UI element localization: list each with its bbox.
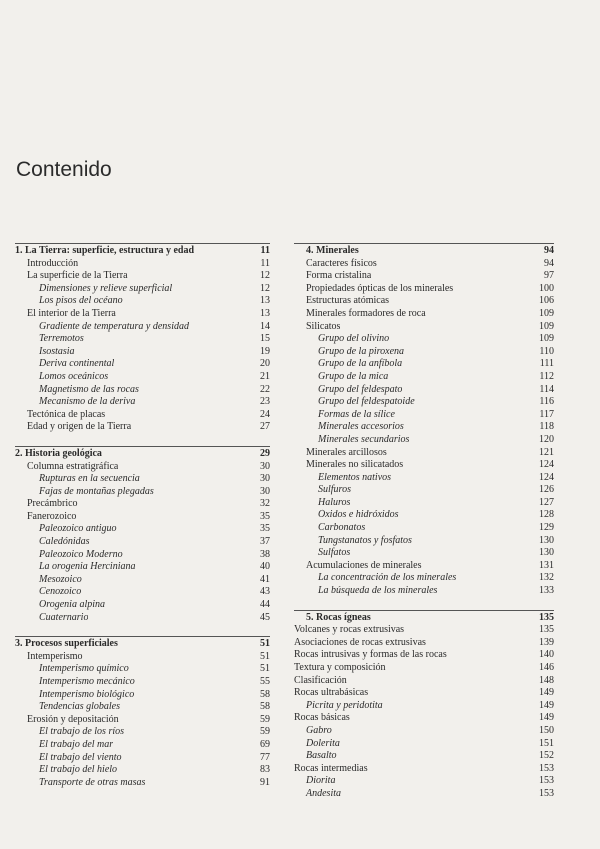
toc-page-number: 14 [260,320,270,332]
toc-entry[interactable] [15,714,270,727]
toc-page-number: 139 [539,636,554,648]
toc-page-number: 106 [539,295,554,307]
toc-entry-label: Minerales accesorios [318,421,404,433]
toc-right-column [294,243,554,801]
toc-entry[interactable] [294,687,554,700]
toc-entry[interactable] [15,523,270,536]
toc-page-number: 59 [260,713,270,725]
toc-page-number: 11 [260,257,270,269]
toc-entry[interactable] [294,358,554,371]
toc-page-number: 51 [260,663,270,675]
toc-entry-label: Caledónidas [39,536,90,548]
toc-page-number: 109 [539,333,554,345]
toc-entry[interactable] [294,421,554,434]
toc-entry[interactable] [294,560,554,573]
toc-entry-label: Grupo de la piroxena [318,345,405,357]
toc-page-number: 118 [539,421,554,433]
toc-entry[interactable] [294,750,554,763]
toc-entry[interactable] [294,547,554,560]
toc-page-number: 12 [260,282,270,294]
toc-entry-label: Los pisos del océano [39,295,123,307]
toc-page-number: 149 [539,687,554,699]
toc-page-number: 21 [260,370,270,382]
toc-page-number: 153 [539,775,554,787]
toc-entry-label: Silicatos [306,320,341,332]
toc-entry-label: Minerales no silicatados [306,459,404,471]
toc-page-number: 30 [260,473,270,485]
section-gap [15,624,270,636]
toc-entry-label: Orogenia alpina [39,599,106,611]
toc-section [15,446,270,624]
toc-entry-label: 5. Rocas ígneas [306,611,371,623]
toc-entry[interactable] [15,486,270,499]
toc-entry-label: Dolerita [306,737,340,749]
toc-page-number: 27 [260,421,270,433]
toc-entry-label: Cuaternario [39,611,89,623]
toc-page-number: 148 [539,674,554,686]
toc-page-number: 23 [260,396,270,408]
toc-page-number: 44 [260,599,270,611]
toc-entry-label: Intemperismo químico [39,663,129,675]
toc-entry-label: Tectónica de placas [27,408,106,420]
toc-page-number: 111 [539,358,554,370]
toc-section [294,610,554,801]
toc-entry[interactable] [294,283,554,296]
toc-entry-label: Sulfuros [318,484,351,496]
toc-entry-label: Grupo del olivino [318,333,390,345]
toc-entry-label: Minerales arcillosos [306,446,387,458]
toc-entry-label: Asociaciones de rocas extrusivas [294,636,426,648]
toc-entry-label: Carbonatos [318,522,366,534]
toc-entry[interactable] [15,561,270,574]
toc-entry-label: Volcanes y rocas extrusivas [294,624,405,636]
toc-entry-label: Forma cristalina [306,270,372,282]
section-divider [15,243,270,244]
toc-page-number: 24 [260,408,270,420]
toc-page-number: 114 [539,383,554,395]
toc-entry[interactable] [294,509,554,522]
toc-page-number: 110 [539,345,554,357]
toc-page-number: 29 [260,447,270,459]
toc-entry-label: Magnetismo de las rocas [39,383,139,395]
toc-entry[interactable] [294,371,554,384]
toc-entry-label: Fajas de montañas plegadas [39,485,154,497]
toc-page-number: 100 [539,282,554,294]
page-title: Contenido [16,158,112,181]
toc-entry-label: Gabro [306,724,332,736]
toc-entry[interactable] [15,663,270,676]
toc-page-number: 120 [539,433,554,445]
toc-entry[interactable] [294,270,554,283]
toc-entry[interactable] [294,459,554,472]
toc-entry[interactable] [15,308,270,321]
toc-entry-label: Edad y origen de la Tierra [27,421,132,433]
toc-page-number: 59 [260,726,270,738]
toc-entry-label: 3. Procesos superficiales [15,638,118,650]
toc-page-number: 94 [544,257,554,269]
toc-entry-label: Basalto [306,750,337,762]
toc-entry[interactable] [15,676,270,689]
toc-entry[interactable] [15,498,270,511]
toc-entry-label: Óxidos e hidróxidos [318,509,399,521]
toc-entry-label: Diorita [306,775,336,787]
toc-entry[interactable] [15,726,270,739]
toc-entry[interactable] [294,624,554,637]
toc-entry[interactable] [15,295,270,308]
toc-page-number: 30 [260,460,270,472]
toc-entry-label: Minerales formadores de roca [306,307,426,319]
toc-page-number: 22 [260,383,270,395]
toc-entry-label: Picrita y peridotita [306,699,383,711]
toc-page-number: 30 [260,485,270,497]
toc-page-number: 121 [539,446,554,458]
toc-entry-label: Formas de la sílice [318,408,395,420]
toc-page-number: 109 [539,307,554,319]
toc-entry-label: Paleozoico antiguo [39,523,117,535]
toc-entry-label: Gradiente de temperatura y densidad [39,320,189,332]
toc-page-number: 133 [539,585,554,597]
toc-entry[interactable] [15,599,270,612]
toc-entry[interactable] [294,497,554,510]
toc-entry[interactable] [15,511,270,524]
toc-entry[interactable] [294,409,554,422]
toc-page-number: 13 [260,307,270,319]
toc-page-number: 69 [260,738,270,750]
toc-entry-label: La concentración de los minerales [318,572,457,584]
toc-entry[interactable] [294,258,554,271]
toc-entry[interactable] [15,473,270,486]
section-divider [294,610,554,611]
toc-page-number: 109 [539,320,554,332]
toc-entry[interactable] [294,738,554,751]
toc-entry[interactable] [15,421,270,434]
toc-page-number: 153 [539,787,554,799]
toc-page-number: 127 [539,496,554,508]
toc-page-number: 58 [260,701,270,713]
toc-page-number: 38 [260,548,270,560]
toc-page-number: 112 [539,370,554,382]
toc-entry-label: Minerales secundarios [318,433,410,445]
toc-page-number: 149 [539,712,554,724]
toc-entry[interactable] [15,283,270,296]
toc-page-number: 12 [260,270,270,282]
toc-entry[interactable] [294,484,554,497]
toc-entry[interactable] [294,649,554,662]
toc-page-number: 19 [260,345,270,357]
toc-entry[interactable] [15,461,270,474]
toc-entry-label: Columna estratigráfica [27,460,119,472]
toc-entry[interactable] [294,321,554,334]
toc-entry[interactable] [15,396,270,409]
toc-entry[interactable] [294,396,554,409]
toc-entry-label: Intemperismo biológico [39,688,135,700]
toc-entry[interactable] [294,384,554,397]
toc-page-number: 55 [260,676,270,687]
toc-entry-label: Cenozoico [39,586,82,598]
toc-entry[interactable] [294,346,554,359]
toc-entry-label: El trabajo del mar [39,738,114,750]
toc-entry-label: Acumulaciones de minerales [306,559,422,571]
toc-section [15,243,270,434]
toc-entry[interactable] [294,675,554,688]
toc-page-number: 126 [539,484,554,496]
section-divider [294,243,554,244]
toc-page-number: 130 [539,534,554,546]
toc-entry[interactable] [15,371,270,384]
toc-entry[interactable] [294,333,554,346]
toc-entry[interactable] [294,637,554,650]
toc-entry[interactable] [15,764,270,777]
toc-page-number: 51 [260,650,270,662]
toc-entry-label: Tendencias globales [39,701,121,713]
toc-entry[interactable] [15,333,270,346]
toc-page-number: 32 [260,498,270,510]
toc-entry-label: Grupo de la mica [318,370,389,382]
toc-page-number: 130 [539,547,554,559]
toc-left-column [15,243,270,789]
toc-entry-label: Textura y composición [294,662,386,673]
toc-page-number: 124 [539,459,554,471]
toc-entry[interactable] [294,434,554,447]
toc-page-number: 116 [539,396,554,408]
toc-page-number: 58 [260,688,270,700]
toc-entry-label: 2. Historia geológica [15,447,102,459]
toc-page-number: 149 [539,699,554,711]
toc-entry-label: El trabajo del viento [39,751,122,763]
toc-entry-label: Dimensiones y relieve superficial [39,282,173,294]
toc-page-number: 97 [544,270,554,282]
toc-entry-label: Introducción [27,257,79,269]
toc-entry-label: Grupo del feldespatoide [318,396,415,408]
toc-entry[interactable] [294,308,554,321]
toc-entry[interactable] [15,549,270,562]
toc-entry[interactable] [15,536,270,549]
toc-entry[interactable] [294,585,554,598]
toc-entry-label: La orogenia Herciniana [39,561,136,573]
section-gap [15,434,270,446]
toc-entry-label: Isostasia [39,345,75,357]
toc-section [294,243,554,598]
toc-page-number: 94 [544,245,554,256]
toc-page-number: 152 [539,750,554,762]
toc-entry[interactable] [15,270,270,283]
section-divider [15,446,270,447]
toc-entry[interactable] [15,701,270,714]
toc-page-number: 132 [539,572,554,584]
toc-entry-label: Grupo de la anfíbola [318,358,403,370]
toc-entry-label: Sulfatos [318,547,351,559]
toc-entry-label: Precámbrico [27,498,78,510]
toc-page-number: 135 [539,611,554,623]
toc-page-number: 20 [260,358,270,370]
toc-entry-label: Grupo del feldespato [318,383,403,395]
section-gap [294,598,554,610]
toc-entry[interactable] [294,447,554,460]
toc-entry-label: El interior de la Tierra [27,307,116,319]
section-divider [15,636,270,637]
toc-entry[interactable] [294,775,554,788]
toc-page-number: 83 [260,764,270,776]
toc-entry-label: Intemperismo mecánico [39,676,135,687]
toc-entry[interactable] [15,586,270,599]
toc-entry-label: La búsqueda de los minerales [318,585,438,597]
toc-entry-label: Rocas intermedias [294,762,368,774]
toc-entry-label: La superficie de la Tierra [27,270,128,282]
toc-entry-label: Lomos oceánicos [39,370,109,382]
toc-chapter-heading[interactable] [294,612,554,625]
toc-entry[interactable] [15,574,270,587]
toc-entry-label: Rupturas en la secuencia [39,473,140,485]
toc-entry[interactable] [294,662,554,675]
toc-entry-label: 1. La Tierra: superficie, estructura y edad [15,245,195,256]
toc-chapter-heading[interactable] [15,245,270,258]
toc-entry[interactable] [15,321,270,334]
toc-entry-label: Estructuras atómicas [306,295,390,307]
toc-entry[interactable] [294,535,554,548]
toc-entry-label: Fanerozoico [27,510,77,522]
toc-entry-label: Caracteres físicos [306,257,377,269]
toc-entry-label: Mesozoico [39,573,82,585]
toc-entry[interactable] [15,777,270,790]
toc-page-number: 146 [539,662,554,673]
toc-entry[interactable] [15,258,270,271]
toc-entry[interactable] [294,712,554,725]
toc-entry[interactable] [15,384,270,397]
toc-chapter-heading[interactable] [294,245,554,258]
toc-page-number: 91 [260,776,270,788]
toc-entry[interactable] [294,788,554,801]
toc-section [15,636,270,789]
toc-entry-label: 4. Minerales [306,245,359,256]
toc-entry-label: Rocas ultrabásicas [294,687,369,699]
toc-entry-label: Andesita [306,787,341,799]
toc-page-number: 117 [539,408,554,420]
toc-page-number: 77 [260,751,270,763]
toc-entry-label: Elementos nativos [318,471,392,483]
toc-entry[interactable] [15,651,270,664]
toc-page-number: 40 [260,561,270,573]
toc-page-number: 129 [539,522,554,534]
toc-page-number: 131 [539,559,554,571]
toc-entry[interactable] [15,612,270,625]
toc-page-number: 15 [260,333,270,345]
toc-page-number: 35 [260,523,270,535]
toc-entry-label: Erosión y depositación [27,713,119,725]
toc-entry-label: Paleozoico Moderno [39,548,123,560]
toc-entry-label: El trabajo del hielo [39,764,118,776]
toc-entry[interactable] [15,752,270,765]
toc-page-number: 124 [539,471,554,483]
toc-page-number: 35 [260,510,270,522]
toc-page-number: 153 [539,762,554,774]
toc-entry-label: Intemperismo [27,650,83,662]
toc-entry[interactable] [294,700,554,713]
toc-entry-label: Mecanismo de la deriva [39,396,136,408]
toc-entry-label: Deriva continental [39,358,115,370]
toc-entry[interactable] [15,409,270,422]
toc-entry-label: Transporte de otras masas [39,776,146,788]
toc-entry-label: Terremotos [39,333,84,345]
toc-entry-label: El trabajo de los ríos [39,726,125,738]
toc-entry[interactable] [15,689,270,702]
toc-entry-label: Tungstanatos y fosfatos [318,534,412,546]
toc-entry-label: Clasificación [294,674,347,686]
toc-page-number: 151 [539,737,554,749]
toc-entry[interactable] [15,358,270,371]
toc-entry[interactable] [15,346,270,359]
toc-page-number: 13 [260,295,270,307]
toc-entry-label: Rocas básicas [294,712,350,724]
toc-chapter-heading[interactable] [15,448,270,461]
toc-entry[interactable] [294,725,554,738]
toc-entry-label: Rocas intrusivas y formas de las rocas [294,649,447,661]
toc-page-number: 150 [539,724,554,736]
toc-page-number: 43 [260,586,270,598]
toc-page-number: 140 [539,649,554,661]
toc-entry[interactable] [294,763,554,776]
toc-entry[interactable] [294,472,554,485]
toc-entry-label: Haluros [318,496,351,508]
toc-entry[interactable] [294,295,554,308]
toc-page-number: 37 [260,536,270,548]
toc-entry[interactable] [294,572,554,585]
toc-entry[interactable] [294,522,554,535]
toc-page-number: 11 [260,245,270,256]
toc-entry-label: Propiedades ópticas de los minerales [306,282,454,294]
toc-page-number: 41 [260,573,270,585]
toc-entry[interactable] [15,739,270,752]
toc-page-number: 135 [539,624,554,636]
toc-page-number: 45 [260,611,270,623]
toc-chapter-heading[interactable] [15,638,270,651]
toc-page-number: 128 [539,509,554,521]
toc-page-number: 51 [260,638,270,650]
